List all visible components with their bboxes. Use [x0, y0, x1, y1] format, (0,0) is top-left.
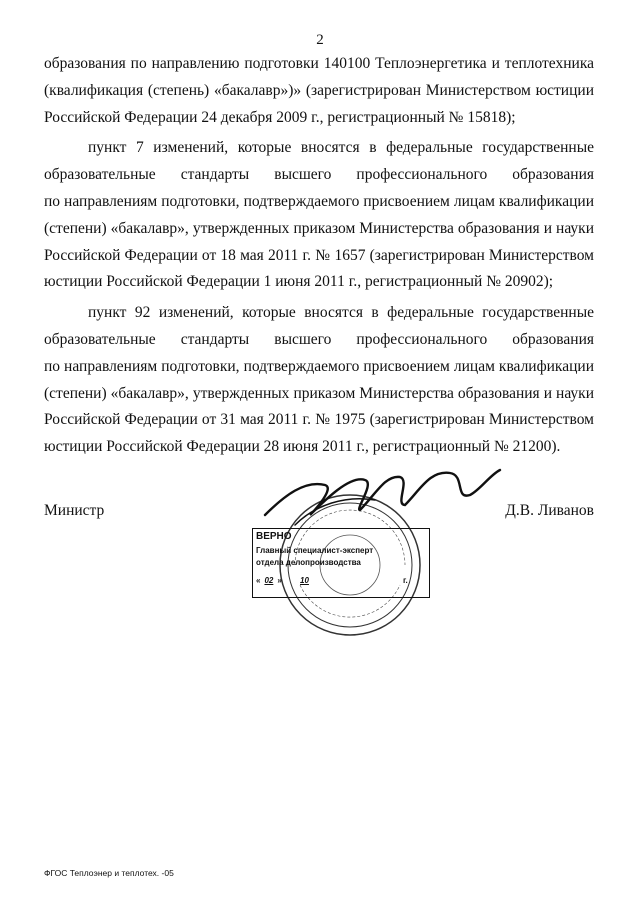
signature-icon [255, 455, 505, 535]
stamp-year-suffix: г. [403, 576, 408, 585]
text-line: Российской Федерации 24 декабря 2009 г., регистрационный № 15818); [44, 108, 516, 126]
text-line: пункт 7 изменений, которые вносятся в федеральные государственные [88, 139, 594, 157]
page-number: 2 [316, 32, 324, 48]
paragraph-1 [44, 51, 594, 131]
paragraph-2 [44, 135, 594, 296]
certification-stamp [252, 528, 430, 598]
text-line: образования по направлению подготовки 140100 Теплоэнергетика и теплотехника [44, 55, 594, 72]
stamp-date-prefix: « [256, 576, 261, 585]
stamp-day: 02 [264, 576, 274, 585]
text-line: (квалификация (степень) «бакалавр»)» (зарегистрирован Министерством юстиции [44, 81, 594, 99]
text-line: Российской Федерации от 31 мая 2011 г. № 1975 (зарегистрирован Министерством [44, 411, 594, 429]
document-body [44, 51, 594, 465]
text-line: образовательные стандарты высшего профессионального образования [44, 166, 594, 184]
text-line: по направлениям подготовки, подтверждаемого присвоением лицам квалификации [44, 357, 594, 375]
stamp-month: 10 [300, 576, 309, 585]
stamp-position: Главный специалист-эксперт [256, 546, 374, 555]
stamp-department: отдела делопроизводства [256, 558, 361, 567]
text-line: (степени) «бакалавр», утвержденных приказом Министерства образования и науки [44, 384, 594, 402]
signatory-name: Д.В. Ливанов [505, 502, 594, 519]
footer-note: ФГОС Теплоэнер и теплотех. -05 [44, 868, 174, 878]
stamp-title: ВЕРНО [256, 531, 292, 542]
text-line: пункт 92 изменений, которые вносятся в федеральные государственные [88, 304, 594, 322]
stamp-date: « 02 » 10 [256, 576, 309, 585]
text-line: юстиции Российской Федерации 28 июня 2011 г., регистрационный № 21200). [44, 438, 561, 456]
text-line: Российской Федерации от 18 мая 2011 г. № 1657 (зарегистрирован Министерством [44, 246, 594, 264]
text-line: образовательные стандарты высшего профессионального образования [44, 330, 594, 348]
paragraph-3 [44, 300, 594, 461]
text-line: по направлениям подготовки, подтверждаемого присвоением лицам квалификации [44, 192, 594, 210]
text-line: юстиции Российской Федерации 1 июня 2011 г., регистрационный № 20902); [44, 273, 554, 291]
position-label: Министр [44, 502, 105, 519]
text-line: (степени) «бакалавр», утвержденных приказом Министерства образования и науки [44, 219, 594, 237]
